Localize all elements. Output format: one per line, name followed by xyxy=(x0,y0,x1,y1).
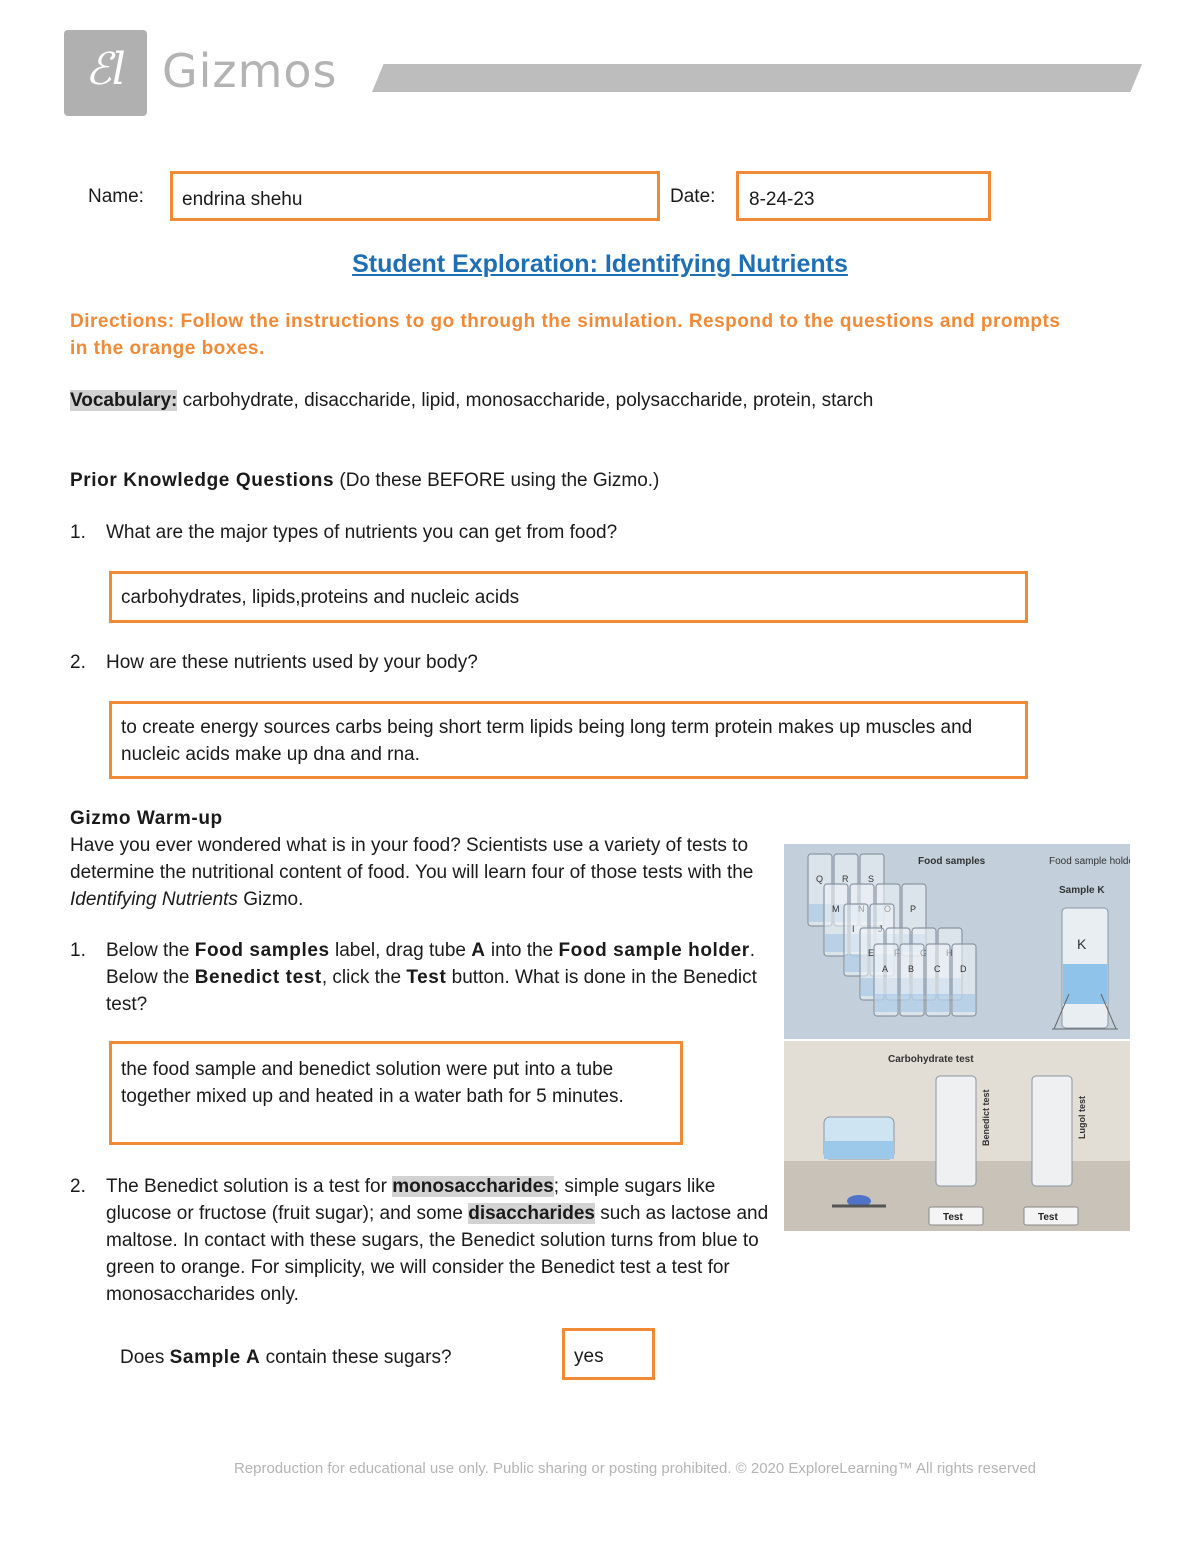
tube-letter: C xyxy=(934,964,941,974)
simulation-carbohydrate-test-image xyxy=(784,1041,1130,1231)
tube-liquid xyxy=(901,994,923,1012)
answer-box-warmup-1[interactable] xyxy=(109,1041,683,1145)
question-number: 2. xyxy=(70,652,86,673)
carbohydrate-test-label: Carbohydrate test xyxy=(888,1054,974,1065)
date-label: Date: xyxy=(670,186,716,207)
name-field[interactable] xyxy=(170,171,660,221)
tube-letter: M xyxy=(832,904,840,914)
benedict-test-label: Benedict test xyxy=(981,1089,991,1146)
tube-letter: S xyxy=(868,874,875,884)
lugol-test-label: Lugol test xyxy=(1077,1096,1087,1139)
food-samples-label: Food samples xyxy=(918,856,986,867)
explorelearning-logo xyxy=(64,30,147,116)
sample-k-label: Sample K xyxy=(1059,885,1105,896)
tube-letter: D xyxy=(960,964,967,974)
food-sample-tubes xyxy=(808,854,976,1016)
tube-liquid xyxy=(953,994,975,1012)
question-number: 2. xyxy=(70,1176,86,1197)
tube-letter: R xyxy=(842,874,849,884)
lugol-test-button[interactable] xyxy=(1024,1207,1078,1225)
header-bar xyxy=(372,64,1142,92)
question-text: The Benedict solution is a test for monosaccharides; simple sugars like glucose or fructose (fruit sugar); and some disaccharides such as lactose and maltose. In contact with these sugars, the Benedict solution turns from blue to green to orange. For simplicity, we will consider the Benedict test a test for monosaccharides only. xyxy=(106,1176,769,1305)
water-bath-water xyxy=(824,1141,894,1159)
answer-box-sample-a[interactable] xyxy=(562,1328,655,1380)
name-value: endrina shehu xyxy=(182,189,303,210)
date-field[interactable] xyxy=(736,171,991,221)
warmup-heading: Gizmo Warm-up xyxy=(70,808,223,829)
question-text: What are the major types of nutrients you can get from food? xyxy=(106,522,618,543)
answer-text: yes xyxy=(574,1346,604,1367)
prior-note: (Do these BEFORE using the Gizmo.) xyxy=(334,470,660,491)
tube-letter: Q xyxy=(816,874,824,884)
lugol-tube xyxy=(1032,1076,1072,1186)
answer-box-prior-2[interactable] xyxy=(109,701,1028,779)
tube-liquid xyxy=(875,994,897,1012)
test-button-label: Test xyxy=(943,1212,963,1223)
prior-knowledge-heading xyxy=(70,467,659,494)
date-value: 8-24-23 xyxy=(749,189,815,210)
holder-tube-liquid xyxy=(1063,964,1107,1004)
warmup-question-1 xyxy=(70,937,770,1018)
name-label: Name: xyxy=(88,186,144,207)
warmup-section xyxy=(70,805,770,913)
tube-letter: P xyxy=(910,904,917,914)
tube-letter: B xyxy=(908,964,915,974)
vocabulary-terms: carbohydrate, disaccharide, lipid, monosaccharide, polysaccharide, protein, starch xyxy=(177,390,874,411)
vocabulary-label: Vocabulary: xyxy=(70,390,178,411)
question-text: How are these nutrients used by your body? xyxy=(106,652,478,673)
sample-a-question: Does Sample A contain these sugars? xyxy=(120,1347,452,1368)
holder-tube-letter: K xyxy=(1077,936,1087,952)
question-number: 1. xyxy=(70,940,86,961)
question-text: Below the Food samples label, drag tube A into the Food sample holder. Below the Benedict test, click the Test button. What is done in the Benedict test? xyxy=(106,940,757,1015)
answer-text: carbohydrates, lipids,proteins and nucleic acids xyxy=(121,587,520,608)
warmup-question-2 xyxy=(70,1173,770,1308)
test-button-label: Test xyxy=(1038,1212,1058,1223)
tube-liquid xyxy=(927,994,949,1012)
answer-box-prior-1[interactable] xyxy=(109,571,1028,623)
footer-copyright: Reproduction for educational use only. Public sharing or posting prohibited. © 2020 ExploreLearning™ All rights reserved xyxy=(233,1460,1037,1477)
tube-letter: I xyxy=(852,924,855,934)
simulation-food-samples-image xyxy=(784,844,1130,1039)
prior-heading: Prior Knowledge Questions xyxy=(70,470,335,491)
vocabulary xyxy=(70,387,873,414)
benedict-tube xyxy=(936,1076,976,1186)
answer-text: to create energy sources carbs being short term lipids being long term protein makes up muscles and nucleic acids make up dna and rna. xyxy=(121,717,973,765)
page-title: Student Exploration: Identifying Nutrients xyxy=(352,250,848,278)
food-sample-holder-label: Food sample holder xyxy=(1049,856,1130,867)
benedict-test-button[interactable] xyxy=(929,1207,983,1225)
prior-question-1 xyxy=(70,519,617,546)
logo-glyph: ℰl xyxy=(85,44,126,95)
answer-text: the food sample and benedict solution were put into a tube together mixed up and heated in a water bath for 5 minutes. xyxy=(121,1059,624,1107)
warmup-intro: Have you ever wondered what is in your food? Scientists use a variety of tests to determine the nutritional content of food. You will learn four of those tests with the Identifying Nutrients Gizmo. xyxy=(70,835,754,910)
food-samples-illustration xyxy=(784,844,1130,1039)
prior-question-2 xyxy=(70,649,478,676)
question-number: 1. xyxy=(70,522,86,543)
directions: Directions: Follow the instructions to go through the simulation. Respond to the questions and prompts in the orange boxes. xyxy=(70,311,1061,359)
carbohydrate-test-illustration xyxy=(784,1041,1130,1231)
tube-letter: A xyxy=(882,964,889,974)
tube-letter: E xyxy=(868,948,875,958)
gizmos-logo-text: Gizmos xyxy=(162,44,338,98)
